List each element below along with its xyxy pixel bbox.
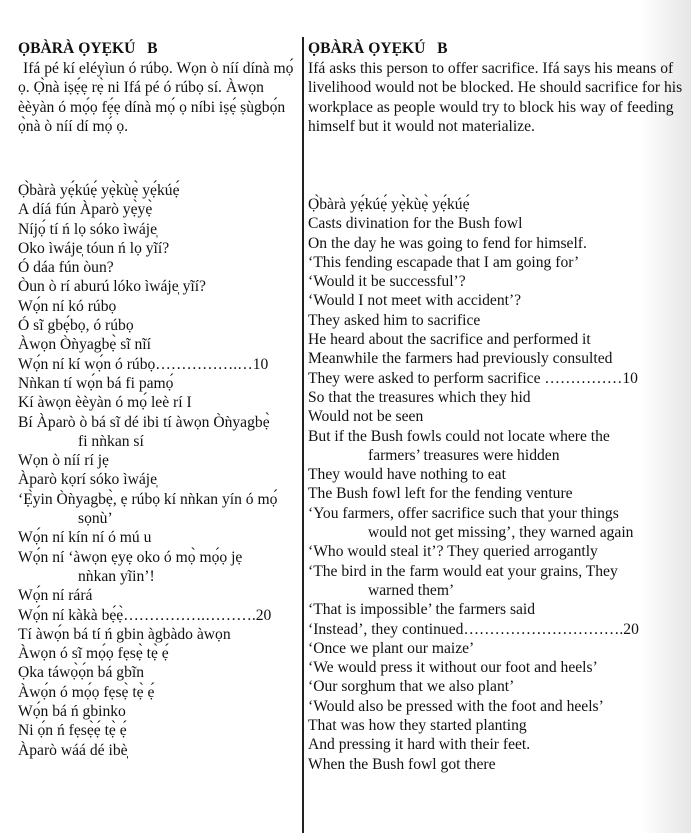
verse-line: But if the Bush fowls could not locate where the [308,427,610,445]
verse-line: ‘Would I not meet with accident’? [308,292,522,310]
english-heading: ỌBÀRÀ ỌYẸKÚ B [308,40,448,57]
verse-line: Bí Àparò ò bá sĩ dé ibi tí àwọn Òǹyagbẹ̀ [18,413,270,431]
verse-line: Wọ́n ní kí wọ́n ó rúbọ…………….…10 [18,355,269,373]
verse-line: Casts divination for the Bush fowl [308,215,523,233]
verse-line: Ni ọ́n ń fẹsẹ̀ẹ́ tẹ̀ ẹ́ [18,722,127,740]
verse-line: And pressing it hard with their feet. [308,736,531,754]
column-divider [302,37,304,833]
verse-line: He heard about the sacrifice and performed it [308,331,591,349]
verse-line-continuation: fi nǹkan sí [78,432,144,450]
verse-line: Wọ́n ní kàkà bẹ́ẹ̀…………….……….20 [18,606,272,624]
verse-line: ‘Who would steal it’? They queried arrogantly [308,543,598,561]
yoruba-heading: ỌBÀRÀ ỌYẸKÚ B [18,40,158,57]
verse-line: A díá fún Àparò yẹ̀yẹ̀ [18,201,153,219]
verse-line: ‘The bird in the farm would eat your grains, They [308,562,618,580]
verse-line: On the day he was going to fend for himself. [308,234,587,252]
verse-line: Tí àwọ́n bá tí ń gbin àgbàdo àwọn [18,625,231,643]
verse-line: ‘Instead’, they continued………………………….20 [308,620,639,638]
verse-line-continuation: nǹkan yĩin’! [78,567,155,585]
verse-line: They were asked to perform sacrifice ……………10 [308,369,638,387]
verse-line: ‘Would it be successful’? [308,273,466,291]
verse-line: Kí àwọn èèyàn ó mọ́ leè rí I [18,394,192,412]
verse-line: Àparò kọrí sóko ìwáje̩ [18,471,158,489]
verse-line: Ó sĩ gbẹ́bọ, ó rúbọ [18,317,134,335]
verse-line: Ọ̀bàrà yẹ́kúẹ́ yẹ̀kùẹ̀ yẹ́kúẹ́ [18,182,180,199]
verse-line: Wọ́n ní ‘àwọn ẹyẹ oko ó mọ̀ mọ́ọ jẹ [18,548,243,566]
yoruba-intro-paragraph: Ifá pé kí eléyìun ó rúbọ. Wọn ò níí dínà mọ́ ọ. Ọ̀nà iṣẹ́ẹ rẹ̀ ni Ifá pé ó rúbọ sí. Àwọn èèyàn ó mọ́ọ fẹ́ẹ dínà mọ́ ọ níbi iṣẹ́ ṣùgbọ́n ọ̀nà ò níí dí mọ́ ọ. [18,60,294,135]
verse-line: Òun ò rí aburú lóko ìwáje̩ yĩí? [18,278,206,296]
verse-line: Níjọ́ tí ń lọ sóko ìwáje̩ [18,220,158,238]
verse-line-continuation: farmers’ treasures were hidden [368,446,560,464]
verse-line: Oko ìwáje̩ tóun ń lọ yĩí? [18,239,170,257]
verse-line: Meanwhile the farmers had previously consulted [308,350,613,368]
verse-line-continuation: would not get missing’, they warned again [368,524,634,542]
verse-line: Wọ́n bá ń gbinko [18,703,126,721]
verse-line: ‘We would press it without our foot and heels’ [308,659,598,677]
yoruba-verses [18,181,277,760]
verse-line: The Bush fowl left for the fending venture [308,485,573,503]
verse-line: Nǹkan tí wọ́n bá fi pamọ́ [18,374,174,392]
verse-line: Wọ́n ní kó rúbọ [18,297,117,315]
verse-line: Wọ́n ní kín ní ó mú u [18,529,152,547]
verse-line: ‘You farmers, offer sacrifice such that your things [308,504,619,522]
verse-line: When the Bush fowl got there [308,755,496,773]
verse-line: ‘Once we plant our maize’ [308,639,475,657]
verse-line: So that the treasures which they hid [308,388,531,406]
verse-line: ‘Our sorghum that we also plant’ [308,678,515,696]
verse-line: That was how they started planting [308,717,527,735]
verse-line: Ó dáa fún òun? [18,259,114,277]
english-intro-paragraph: Ifá asks this person to offer sacrifice. Ifá says his means of livelihood would not be blocked. He should sacrifice for his workplace as people would try to block his way of feeding himself but it would not materialize. [308,60,683,135]
verse-line: Wọ́n ní rárá [18,587,93,605]
verse-line: Àwọ́n ó mọ́ọ fẹsẹ̀ tẹ̀ ẹ́ [18,683,155,701]
verse-line: Wọn ò níí rí jẹ [18,452,109,470]
verse-line: Àparò wáá dé ibè̩ [18,741,128,759]
verse-line: Would not be seen [308,408,424,426]
verse-line: ‘That is impossible’ the farmers said [308,601,536,619]
verse-line: Ọ̀bàrà yẹ́kúẹ́ yẹ̀kùẹ̀ yẹ́kúẹ́ [308,196,470,213]
verse-line: ‘This fending escapade that I am going for’ [308,253,580,271]
verse-line: They would have nothing to eat [308,466,506,484]
english-verses [308,195,639,774]
verse-line: ‘Ẹ̀yin Òǹyagbẹ̀, ẹ rúbọ kí nǹkan yín ó mọ́ [18,490,278,508]
verse-line: Àwọn Òǹyagbẹ̀ sĩ nĩí [18,336,151,354]
verse-line: They asked him to sacrifice [308,311,481,329]
verse-line-continuation: sọnù’ [78,510,113,528]
verse-line: Àwọn ó sĩ mọ́ọ fẹsẹ̀ tẹ̀ ẹ́ [18,645,169,663]
verse-line-continuation: warned them’ [368,581,455,599]
verse-line: ‘Would also be pressed with the foot and heels’ [308,697,604,715]
verse-line: Ọka táwọ̀ọ́n bá gbĩn [18,664,145,682]
